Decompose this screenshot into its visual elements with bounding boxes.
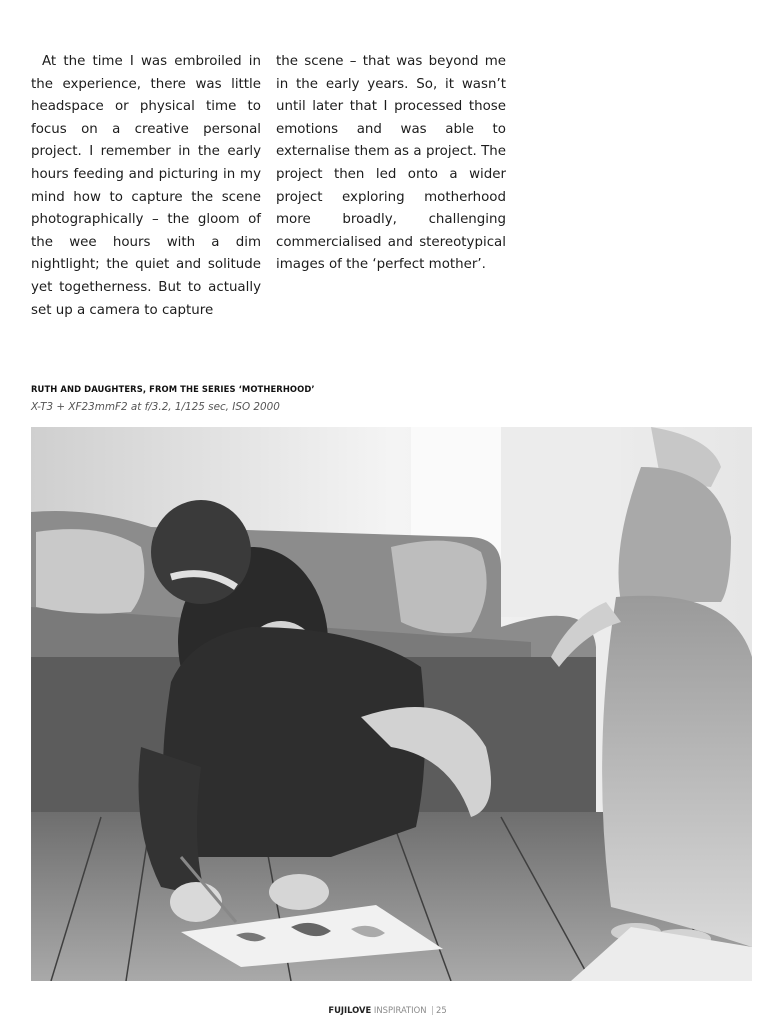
article-paragraph-left: At the time I was embroiled in the experience, there was little headspace or physical time to focus on a creative personal project. I remember in the early hours feeding and picturing in my mind how to capture the scene photographically – the gloom of the wee hours with a dim nightlight; the quiet and solitude yet togetherness. But to actually set up a camera to capture bbox=[31, 54, 261, 318]
photo-mother-and-daughters bbox=[31, 427, 752, 981]
article-paragraph-right: the scene – that was beyond me in the early years. So, it wasn’t until later that I processed those emotions and was able to externalise them as a project. The project then led onto a wider project exploring motherhood more broadly, challenging commercialised and stereotypical images of the ‘perfect mother’. bbox=[276, 54, 506, 273]
photo-illustration bbox=[31, 427, 752, 981]
photo-caption-title: RUTH AND DAUGHTERS, FROM THE SERIES ‘MOTHERHOOD’ bbox=[31, 384, 315, 394]
article-column-right bbox=[276, 51, 506, 277]
footer-separator: | bbox=[431, 1005, 434, 1015]
photo-caption-meta: X-T3 + XF23mmF2 at f/3.2, 1/125 sec, ISO 2000 bbox=[31, 401, 280, 413]
article-column-left bbox=[31, 51, 261, 322]
page-number: 25 bbox=[435, 1005, 447, 1015]
footer-brand: FUJILOVE bbox=[328, 1005, 372, 1015]
footer-section: INSPIRATION bbox=[373, 1005, 427, 1015]
page-footer bbox=[0, 1005, 775, 1015]
